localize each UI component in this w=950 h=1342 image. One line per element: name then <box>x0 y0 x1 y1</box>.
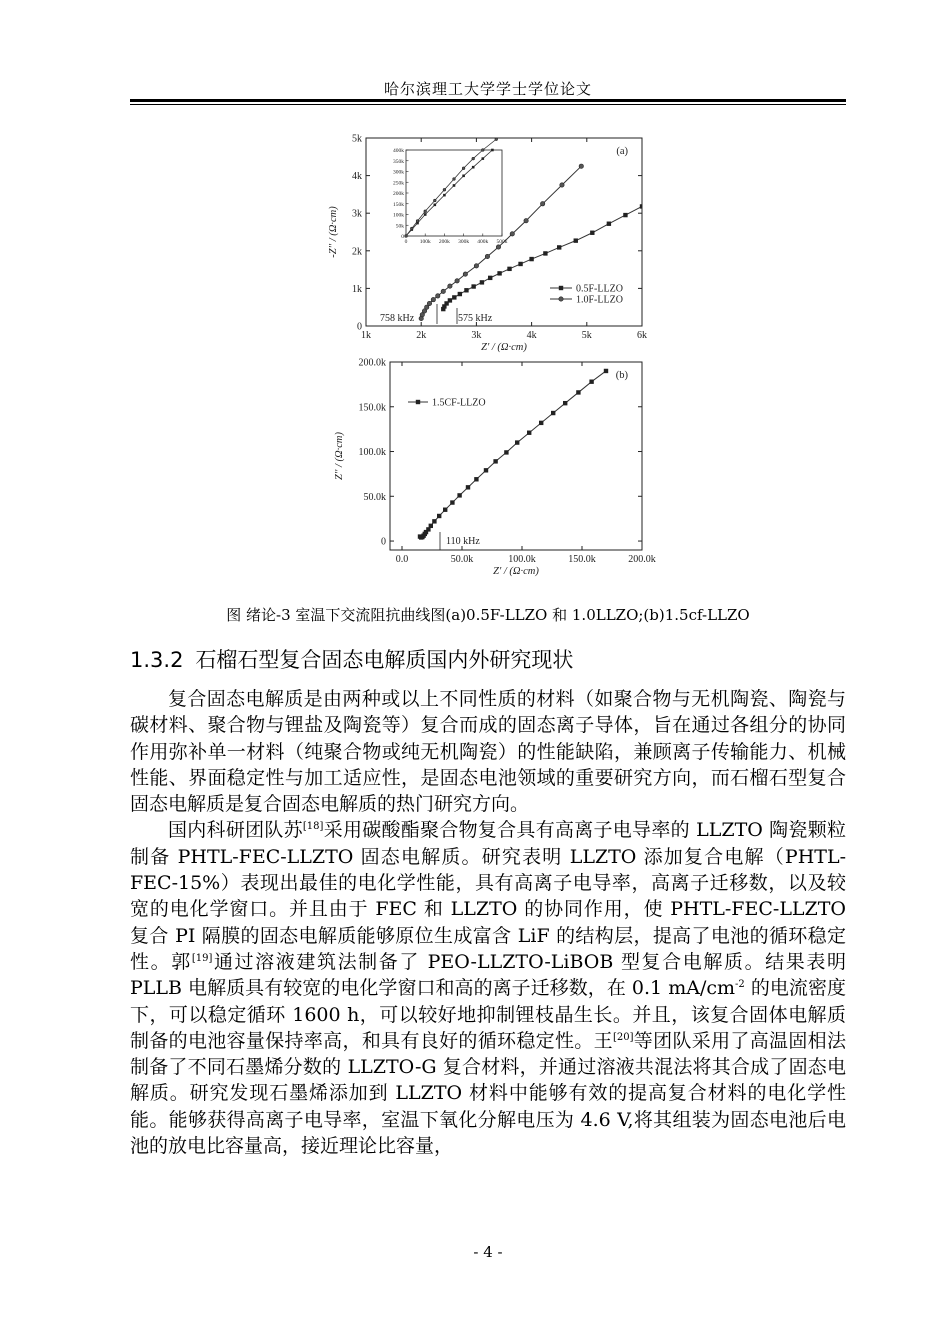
inset-data-point <box>453 184 456 187</box>
citation-superscript: [20] <box>612 1031 634 1043</box>
data-point <box>457 493 461 497</box>
data-point <box>574 238 578 242</box>
paragraph-text: 国内科研团队苏 <box>168 819 303 842</box>
data-point <box>452 295 456 299</box>
paragraph-text: 采用碳酸酯聚合物复合具有高离子电导率的 LLZTO 陶瓷颗粒制备 PHTL-FEC-LLZTO 固态电解质。研究表明 LLZTO 添加复合电解（PHTL-FEC-15%）表现出最佳的电化学性能，具有高离子电导率，高离子迁移数，以及较宽的电化学窗口。并且由于 FEC 和 LLZTO 的协同作用，使 PHTL-FEC-LLZTO 复合 PI 隔膜的固态电解质能够原位生成富含 LiF 的结构层，提高了电池的循环稳定性。郭 <box>130 819 846 973</box>
inset-data-point <box>482 149 485 152</box>
x-tick-label: 2k <box>416 330 427 341</box>
x-tick-label: 200.0k <box>628 554 656 565</box>
data-point <box>607 222 611 226</box>
paragraph <box>130 817 846 1159</box>
inset-data-point <box>453 178 456 181</box>
inset-x-tick-label: 200k <box>438 239 450 245</box>
legend-label: 1.0F-LLZO <box>576 294 623 306</box>
data-point <box>515 440 519 444</box>
data-point <box>551 411 555 415</box>
inset-y-tick-label: 100k <box>393 212 404 219</box>
data-point <box>436 294 440 298</box>
inset-data-point <box>472 166 475 169</box>
section-number: 1.3.2 <box>130 648 184 672</box>
y-tick-label: 50.0k <box>363 491 386 503</box>
data-point <box>474 264 478 268</box>
paragraph-text: 等团队采用了高温固相法制备了不同石墨烯分数的 LLZTO-G 复合材料，并通过溶液共混法将其合成了固态电解质。研究发现石墨烯添加到 LLZTO 材料中能够有效的提高复合材料的电化学性能。能够获得高离子电导率，室温下氧化分解电压为 4.6 V,将其组装为固态电池后电池的放电比容量高，接近理论比容量， <box>130 1029 846 1158</box>
inset-data-point <box>462 175 465 178</box>
y-axis-label: Z'' / (Ω·cm) <box>334 432 345 480</box>
x-axis-label: Z' / (Ω·cm) <box>481 342 527 353</box>
page-number: - 4 - <box>473 1243 503 1261</box>
data-point <box>437 514 441 518</box>
x-tick-label: 100.0k <box>508 554 536 565</box>
data-point <box>488 276 492 280</box>
data-point <box>463 272 467 276</box>
impedance-chart <box>320 128 660 588</box>
data-point <box>524 219 528 223</box>
legend-marker <box>416 400 420 404</box>
inset-plot <box>393 138 508 245</box>
data-point <box>576 390 580 394</box>
legend-b <box>408 398 486 409</box>
data-point <box>518 262 522 266</box>
data-point <box>425 305 429 309</box>
inset-data-point <box>462 167 465 170</box>
inset-data-point <box>434 199 437 202</box>
x-tick-label: 50.0k <box>450 554 474 565</box>
plot-frame <box>390 362 642 550</box>
data-point <box>450 500 454 504</box>
inset-data-point <box>472 157 475 160</box>
inset-x-tick-label: 100k <box>419 239 431 245</box>
inset-y-tick-label: 200k <box>393 191 404 197</box>
inset-data-point <box>405 235 408 238</box>
legend-marker <box>559 286 563 290</box>
citation-superscript: -2 <box>735 979 745 991</box>
inset-data-point <box>434 204 437 207</box>
inset-data-point <box>443 188 446 191</box>
inset-data-point <box>410 227 413 230</box>
data-point <box>497 271 501 275</box>
data-point <box>560 183 564 187</box>
x-tick-label: 0.0 <box>395 554 409 565</box>
y-tick-label: 4k <box>352 171 362 183</box>
data-point <box>432 519 436 523</box>
panel-label: (a) <box>616 146 628 157</box>
data-point <box>529 257 533 261</box>
data-point <box>590 231 594 235</box>
data-point <box>543 251 547 255</box>
y-tick-label: 0 <box>357 321 362 333</box>
data-point <box>496 245 500 249</box>
section-heading <box>130 644 846 674</box>
x-tick-label: 4k <box>526 330 537 341</box>
x-tick-label: 5k <box>581 330 592 341</box>
x-tick-label: 1k <box>361 330 371 341</box>
body-text <box>130 686 846 1159</box>
annotation-110khz: 110 kHz <box>446 536 480 547</box>
y-axis-label: -Z'' / (Ω·cm) <box>328 206 339 258</box>
data-point <box>448 284 452 288</box>
data-point <box>441 289 445 293</box>
data-point <box>429 524 433 528</box>
data-point <box>455 279 459 283</box>
data-point <box>510 232 514 236</box>
y-tick-label: 150.0k <box>358 402 386 414</box>
paragraph-text: 通过溶液建筑法制备了 PEO-LLZTO-LiBOB 型复合电解质。结果表明 PLLB 电解质具有较宽的电化学窗口和高的离子迁移数，在 0.1 mA/cm <box>130 950 846 1000</box>
inset-y-tick-label: 50k <box>395 223 404 230</box>
inset-data-point <box>424 210 427 213</box>
data-point <box>540 202 544 206</box>
legend-label: 1.5CF-LLZO <box>432 397 486 409</box>
header-rule <box>130 99 846 102</box>
data-point <box>504 450 508 454</box>
data-point <box>448 298 452 302</box>
legend-label: 0.5F-LLZO <box>576 283 623 295</box>
inset-y-tick-label: 250k <box>393 180 404 187</box>
inset-frame <box>406 150 502 236</box>
y-tick-label: 2k <box>352 246 362 258</box>
citation-superscript: [18] <box>302 821 324 833</box>
y-tick-label: 0 <box>381 536 386 548</box>
panel-a <box>328 134 647 354</box>
x-axis-label: Z' / (Ω·cm) <box>493 566 539 577</box>
data-point <box>604 369 608 373</box>
citation-superscript: [19] <box>191 952 213 964</box>
inset-x-tick-label: 0 <box>404 239 408 245</box>
x-tick-label: 6k <box>637 330 647 341</box>
y-tick-label: 5k <box>352 133 362 145</box>
inset-data-point <box>495 138 498 141</box>
data-point <box>563 401 567 405</box>
inset-x-tick-label: 300k <box>458 239 470 245</box>
data-point <box>431 297 435 301</box>
x-tick-label: 3k <box>471 330 482 341</box>
data-point <box>485 254 489 258</box>
inset-data-point <box>424 213 427 216</box>
legend-marker <box>559 297 563 301</box>
panel-label: (b) <box>615 370 628 381</box>
impedance-figure <box>320 128 660 588</box>
data-point <box>464 288 468 292</box>
y-tick-label: 3k <box>352 208 362 220</box>
data-point <box>471 284 475 288</box>
legend-a <box>550 284 623 306</box>
inset-y-tick-label: 350k <box>393 158 404 165</box>
figure-caption: 图 绪论-3 室温下交流阻抗曲线图(a)0.5F-LLZO 和 1.0LLZO;(b)1.5cf-LLZO <box>226 606 750 624</box>
data-point <box>623 213 627 217</box>
inset-x-tick-label: 500k <box>496 239 508 245</box>
x-tick-label: 150.0k <box>568 554 596 565</box>
data-point <box>427 301 431 305</box>
data-point <box>474 477 478 481</box>
series-line <box>420 371 606 538</box>
data-point <box>589 379 593 383</box>
y-tick-label: 100.0k <box>358 447 386 459</box>
y-tick-label: 1k <box>352 283 362 295</box>
inset-data-point <box>416 220 419 223</box>
data-layer <box>418 369 608 540</box>
data-point <box>539 421 543 425</box>
inset-y-tick-label: 400k <box>393 148 404 154</box>
inset-x-tick-label: 400k <box>477 239 489 245</box>
data-point <box>557 245 561 249</box>
data-point <box>527 431 531 435</box>
inset-data-point <box>482 157 485 160</box>
inset-y-tick-label: 0 <box>401 234 404 240</box>
header-rule-thin <box>130 104 846 105</box>
data-point <box>443 508 447 512</box>
data-point <box>484 468 488 472</box>
data-point <box>579 164 583 168</box>
data-point <box>458 292 462 296</box>
annotation-575khz: 575 kHz <box>458 313 493 324</box>
data-point <box>466 485 470 489</box>
data-point <box>493 459 497 463</box>
paragraph-text: 复合固态电解质是由两种或以上不同性质的材料（如聚合物与无机陶瓷、陶瓷与碳材料、聚合物与锂盐及陶瓷等）复合而成的固态离子导体，旨在通过各组分的协同作用弥补单一材料（纯聚合物或纯无机陶瓷）的性能缺陷，兼顾离子传输能力、机械性能、界面稳定性与加工适应性，是固态电池领域的重要研究方向，而石榴石型复合固态电解质是复合固态电解质的热门研究方向。 <box>130 688 846 816</box>
section-title: 石榴石型复合固态电解质国内外研究现状 <box>195 648 574 672</box>
inset-y-tick-label: 300k <box>393 169 404 176</box>
inset-data-point <box>491 149 494 152</box>
annotation-758khz: 758 kHz <box>380 313 415 324</box>
inset-data-point <box>443 194 446 197</box>
paragraph <box>130 686 846 817</box>
running-header: 哈尔滨理工大学学士学位论文 <box>383 80 592 98</box>
data-point <box>507 267 511 271</box>
paragraph-text: 的电流密度下，可以稳定循环 1600 h，可以较好地抑制锂枝晶生长。并且，该复合固体电解质制备的电池容量保持率高，和具有良好的循环稳定性。王 <box>130 977 846 1052</box>
panel-b <box>334 358 656 578</box>
y-tick-label: 200.0k <box>358 357 386 369</box>
inset-y-tick-label: 150k <box>393 201 404 208</box>
data-point <box>480 280 484 284</box>
data-point <box>640 204 644 208</box>
